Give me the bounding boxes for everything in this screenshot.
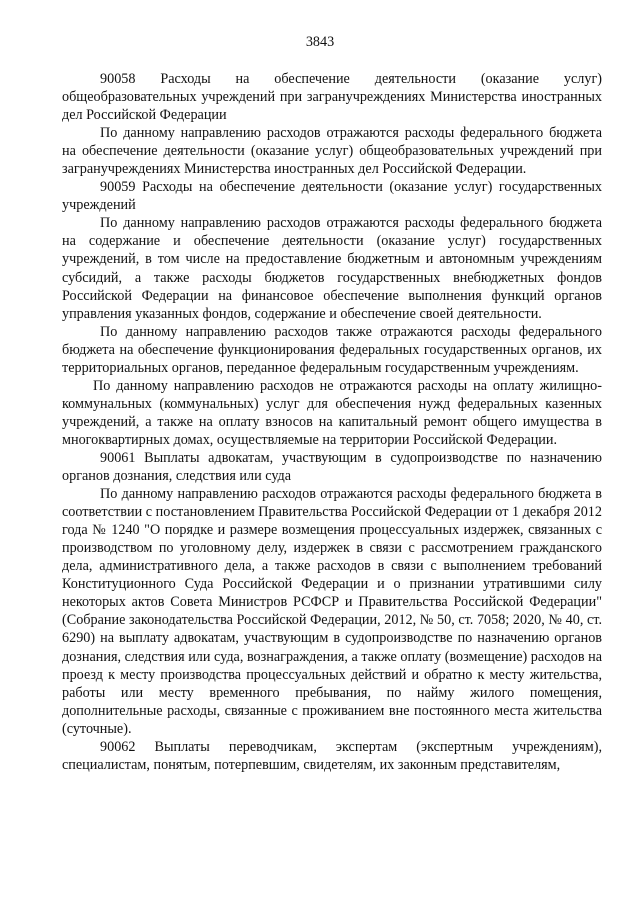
heading-90061: 90061 Выплаты адвокатам, участвующим в судопроизводстве по назначению органов дознания, следствия или суда [62, 449, 602, 485]
paragraph-90059-also: По данному направлению расходов также отражаются расходы федерального бюджета на обеспечение функционирования федеральных государственных органов, их территориальных органов, переданное федеральным государственным учреждениям. [62, 323, 602, 376]
document-body [62, 70, 602, 774]
heading-90058: 90058 Расходы на обеспечение деятельности (оказание услуг) общеобразовательных учреждений при загранучреждениях Министерства иностранных дел Российской Федерации [62, 71, 602, 124]
heading-90059: 90059 Расходы на обеспечение деятельности (оказание услуг) государственных учреждений [62, 179, 602, 214]
heading-90062: 90062 Выплаты переводчикам, экспертам (экспертным учреждениям), специалистам, понятым, потерпевшим, свидетелям, их законным представителям, [62, 738, 602, 773]
paragraph-90061-description: По данному направлению расходов отражаются расходы федерального бюджета в соответствии с постановлением Правительства Российской Федерации от 1 декабря 2012 года № 1240 "О порядке и размере возмещения процессуальных издержек, связанных с производством по уголовному делу, издержек в связи с рассмотрением гражданского дела, административного дела, а также расходов в связи с выполнением требований Конституционного Суда Российской Федерации и о признании утратившими силу некоторых актов Совета Министров РСФСР и Правительства Российской Федерации" (Собрание законодательства Российской Федерации, 2012, № 50, ст. 7058; 2020, № 40, ст. 6290) на выплату адвокатам, участвующим в судопроизводстве по назначению органов дознания, следствия или суда, вознаграждения, а также оплату (возмещение) расходов на проезд к месту производства процессуальных действий и обратно к месту жительства, работы или месту временного пребывания, по найму жилого помещения, дополнительные расходы, связанные с проживанием вне постоянного места жительства (суточные). [62, 486, 602, 737]
paragraph-90059-exclusions: По данному направлению расходов не отражаются расходы на оплату жилищно-коммунальных (коммунальных) услуг для обеспечения нужд федеральных казенных учреждений, а также на оплату взносов на капитальный ремонт общего имущества в многоквартирных домах, осуществляемые на территории Российской Федерации. [62, 377, 602, 448]
paragraph-90058-description: По данному направлению расходов отражаются расходы федерального бюджета на обеспечение деятельности (оказание услуг) общеобразовательных учреждений при загранучреждениях Министерства иностранных дел Российской Федерации. [62, 125, 602, 178]
paragraph-90059-description: По данному направлению расходов отражаются расходы федерального бюджета на содержание и обеспечение деятельности (оказание услуг) государственных учреждений, в том числе на предоставление бюджетным и автономным учреждениям субсидий, а также расходы бюджетов государственных внебюджетных фондов Российской Федерации на финансовое обеспечение выполнения функций органов управления указанных фондов, содержание и обеспечение своей деятельности. [62, 215, 602, 322]
page-number: 3843 [305, 34, 335, 50]
